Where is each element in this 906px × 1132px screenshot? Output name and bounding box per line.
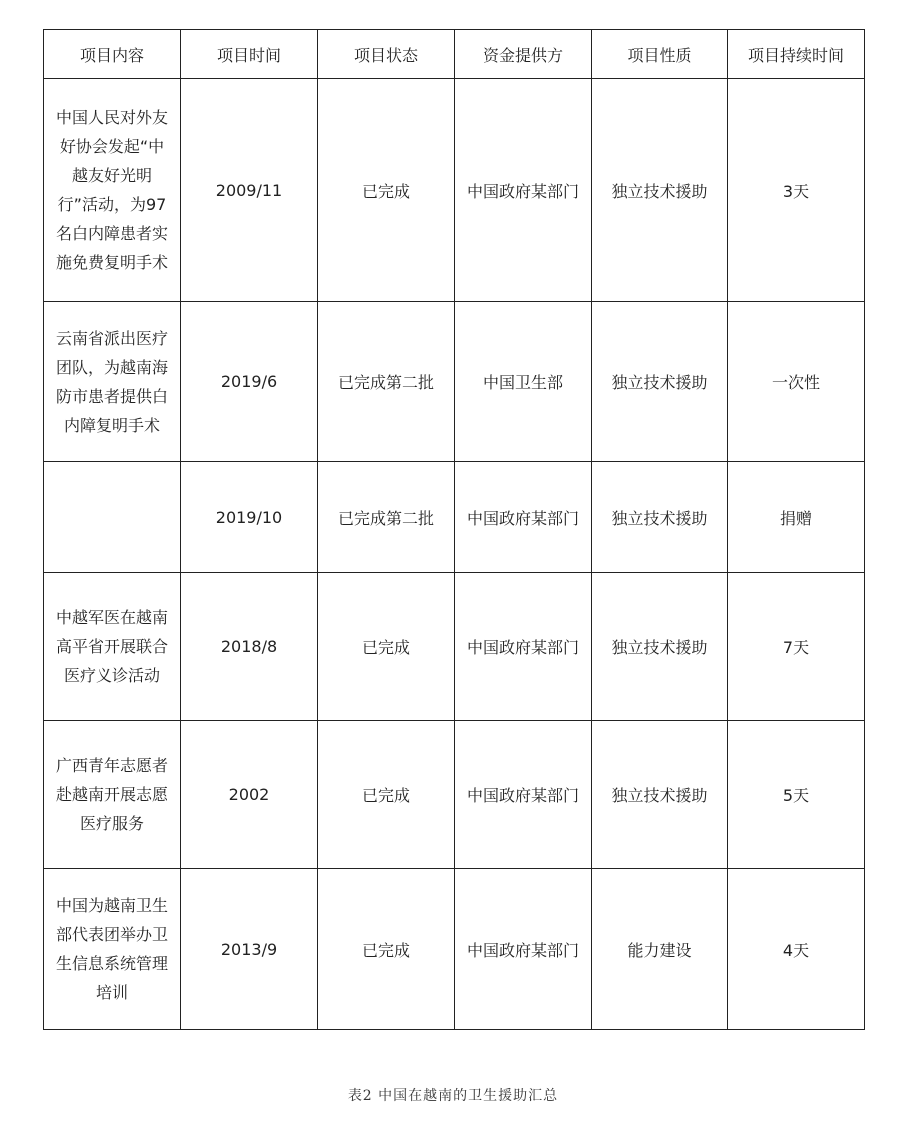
table-row bbox=[44, 302, 865, 462]
cell-project-content: 广西青年志愿者赴越南开展志愿医疗服务 bbox=[44, 721, 181, 869]
aid-summary-table bbox=[43, 29, 865, 1030]
cell-project-content: 中国人民对外友好协会发起“中越友好光明行”活动，为97名白内障患者实施免费复明手术 bbox=[44, 79, 181, 302]
cell-funding-provider: 中国政府某部门 bbox=[455, 869, 592, 1030]
cell-project-content bbox=[44, 462, 181, 573]
cell-project-duration: 4天 bbox=[728, 869, 865, 1030]
cell-project-content: 云南省派出医疗团队，为越南海防市患者提供白内障复明手术 bbox=[44, 302, 181, 462]
aid-summary-table-container bbox=[43, 29, 864, 1030]
cell-project-time: 2013/9 bbox=[181, 869, 318, 1030]
cell-project-status: 已完成 bbox=[318, 79, 455, 302]
cell-project-time: 2019/10 bbox=[181, 462, 318, 573]
cell-project-content: 中国为越南卫生部代表团举办卫生信息系统管理培训 bbox=[44, 869, 181, 1030]
cell-funding-provider: 中国卫生部 bbox=[455, 302, 592, 462]
cell-funding-provider: 中国政府某部门 bbox=[455, 721, 592, 869]
cell-project-nature: 能力建设 bbox=[592, 869, 728, 1030]
table-row bbox=[44, 573, 865, 721]
header-funding-provider: 资金提供方 bbox=[455, 30, 592, 79]
cell-project-time: 2002 bbox=[181, 721, 318, 869]
cell-project-content: 中越军医在越南高平省开展联合医疗义诊活动 bbox=[44, 573, 181, 721]
header-project-content: 项目内容 bbox=[44, 30, 181, 79]
cell-funding-provider: 中国政府某部门 bbox=[455, 79, 592, 302]
table-row bbox=[44, 462, 865, 573]
cell-project-duration: 一次性 bbox=[728, 302, 865, 462]
cell-project-duration: 捐赠 bbox=[728, 462, 865, 573]
cell-project-nature: 独立技术援助 bbox=[592, 79, 728, 302]
cell-project-nature: 独立技术援助 bbox=[592, 573, 728, 721]
cell-project-status: 已完成 bbox=[318, 721, 455, 869]
cell-project-status: 已完成第二批 bbox=[318, 462, 455, 573]
cell-project-duration: 7天 bbox=[728, 573, 865, 721]
header-project-status: 项目状态 bbox=[318, 30, 455, 79]
cell-project-status: 已完成 bbox=[318, 573, 455, 721]
cell-funding-provider: 中国政府某部门 bbox=[455, 573, 592, 721]
cell-project-time: 2018/8 bbox=[181, 573, 318, 721]
cell-project-nature: 独立技术援助 bbox=[592, 302, 728, 462]
table-row bbox=[44, 869, 865, 1030]
cell-project-status: 已完成第二批 bbox=[318, 302, 455, 462]
table-header-row bbox=[44, 30, 865, 79]
cell-project-status: 已完成 bbox=[318, 869, 455, 1030]
cell-project-duration: 3天 bbox=[728, 79, 865, 302]
cell-project-nature: 独立技术援助 bbox=[592, 462, 728, 573]
cell-project-nature: 独立技术援助 bbox=[592, 721, 728, 869]
cell-project-time: 2009/11 bbox=[181, 79, 318, 302]
cell-project-time: 2019/6 bbox=[181, 302, 318, 462]
cell-funding-provider: 中国政府某部门 bbox=[455, 462, 592, 573]
header-project-nature: 项目性质 bbox=[592, 30, 728, 79]
table-row bbox=[44, 721, 865, 869]
table-row bbox=[44, 79, 865, 302]
header-project-time: 项目时间 bbox=[181, 30, 318, 79]
cell-project-duration: 5天 bbox=[728, 721, 865, 869]
header-project-duration: 项目持续时间 bbox=[728, 30, 865, 79]
table-caption: 表2 中国在越南的卫生援助汇总 bbox=[347, 1088, 559, 1104]
